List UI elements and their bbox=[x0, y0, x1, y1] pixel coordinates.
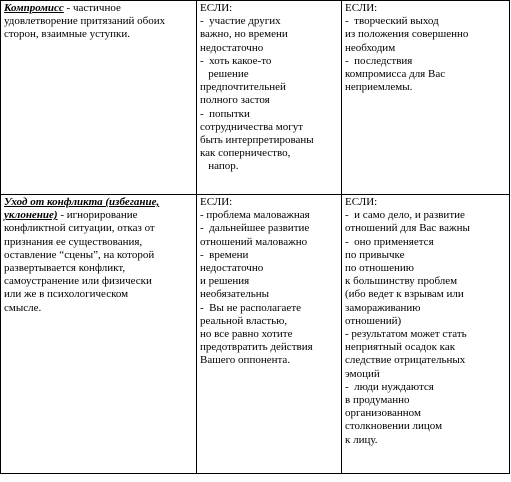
strategy-cell-compromise bbox=[1, 1, 197, 195]
condition-line: напор. bbox=[200, 160, 239, 173]
strategy-desc-line: - частичное bbox=[63, 2, 121, 14]
condition-line: по отношению bbox=[345, 262, 415, 275]
strategy-cell-avoidance bbox=[1, 195, 197, 474]
condition-line: неприемлемы. bbox=[345, 81, 413, 94]
condition-line: - дальнейшее развитие bbox=[200, 222, 310, 235]
condition-line: - времени bbox=[200, 248, 249, 261]
strategy-desc-line: оставление “сцены”, на которой bbox=[4, 248, 155, 261]
condition-line: предотвратить действия bbox=[200, 341, 313, 354]
condition-line: - проблема маловажная bbox=[200, 209, 310, 222]
strategy-term: Компромисс bbox=[4, 2, 64, 14]
strategy-desc-line: развертывается конфликт, bbox=[4, 262, 126, 275]
cell-heading: ЕСЛИ: bbox=[200, 196, 233, 208]
condition-line: как соперничество, bbox=[200, 147, 291, 160]
strategy-desc-line: сторон, взаимные уступки. bbox=[4, 28, 131, 41]
condition-line: но все равно хотите bbox=[200, 328, 293, 341]
condition-line: из положения совершенно bbox=[345, 28, 469, 41]
condition-line: отношений для Вас важны bbox=[345, 222, 470, 235]
table-row-avoidance bbox=[1, 195, 510, 474]
condition-line: отношений) bbox=[345, 314, 402, 327]
condition-line: реальной властью, bbox=[200, 314, 288, 327]
condition-line: к лицу. bbox=[345, 433, 378, 446]
condition-line: - результатом может стать bbox=[345, 328, 467, 341]
condition-line: необходим bbox=[345, 41, 396, 54]
cell-heading: ЕСЛИ: bbox=[200, 2, 233, 14]
strategy-desc-line: удовлетворение притязаний обоих bbox=[4, 15, 166, 28]
condition-line: - попытки bbox=[200, 107, 250, 120]
condition-line: - последствия bbox=[345, 54, 413, 67]
condition-line: и решения bbox=[200, 275, 250, 288]
condition-line: - и само дело, и развитие bbox=[345, 209, 465, 222]
strategy-term: уклонение) bbox=[4, 209, 58, 222]
strategy-desc-line: - игнорирование bbox=[57, 209, 138, 222]
cell-heading: ЕСЛИ: bbox=[345, 2, 378, 14]
condition-line: - хоть какое-то bbox=[200, 54, 272, 67]
condition-line: - люди нуждаются bbox=[345, 380, 434, 393]
strategy-term: Уход от конфликта (избегание, bbox=[4, 196, 160, 208]
condition-line: быть интерпретированы bbox=[200, 134, 314, 147]
conditions-cell-appropriate bbox=[197, 1, 342, 195]
strategy-desc-line: конфликтной ситуации, отказ от bbox=[4, 222, 155, 235]
condition-line: Вашего оппонента. bbox=[200, 354, 291, 367]
strategy-desc-line: самоустранение или физически bbox=[4, 275, 152, 288]
condition-line: организованном bbox=[345, 407, 421, 420]
strategy-desc-line: смысле. bbox=[4, 301, 42, 314]
condition-line: необязательны bbox=[200, 288, 270, 301]
conditions-cell-inappropriate bbox=[342, 195, 510, 474]
condition-line: к большинству проблем bbox=[345, 275, 458, 288]
condition-line: решение bbox=[200, 68, 249, 81]
condition-line: полного застоя bbox=[200, 94, 270, 107]
condition-line: недостаточно bbox=[200, 262, 264, 275]
condition-line: отношений маловажно bbox=[200, 235, 308, 248]
strategy-desc-line: или же в психологическом bbox=[4, 288, 129, 301]
condition-line: неприятный осадок как bbox=[345, 341, 456, 354]
condition-line: - Вы не располагаете bbox=[200, 301, 302, 314]
cell-heading: ЕСЛИ: bbox=[345, 196, 378, 208]
condition-line: - оно применяется bbox=[345, 235, 434, 248]
condition-line: предпочтительней bbox=[200, 81, 286, 94]
condition-line: (ибо ведет к взрывам или bbox=[345, 288, 464, 301]
condition-line: сотрудничества могут bbox=[200, 120, 304, 133]
table-row-compromise bbox=[1, 1, 510, 195]
condition-line: важно, но времени bbox=[200, 28, 288, 41]
condition-line: - творческий выход bbox=[345, 15, 439, 28]
condition-line: в продуманно bbox=[345, 394, 410, 407]
condition-line: замораживанию bbox=[345, 301, 421, 314]
strategy-desc-line: признания ее существования, bbox=[4, 235, 143, 248]
conditions-cell-inappropriate bbox=[342, 1, 510, 195]
condition-line: эмоций bbox=[345, 367, 380, 380]
condition-line: недостаточно bbox=[200, 41, 264, 54]
condition-line: по привычке bbox=[345, 248, 405, 261]
conditions-cell-appropriate bbox=[197, 195, 342, 474]
condition-line: столкновении лицом bbox=[345, 420, 443, 433]
condition-line: - участие других bbox=[200, 15, 281, 28]
condition-line: компромисса для Вас bbox=[345, 68, 446, 81]
condition-line: следствие отрицательных bbox=[345, 354, 466, 367]
